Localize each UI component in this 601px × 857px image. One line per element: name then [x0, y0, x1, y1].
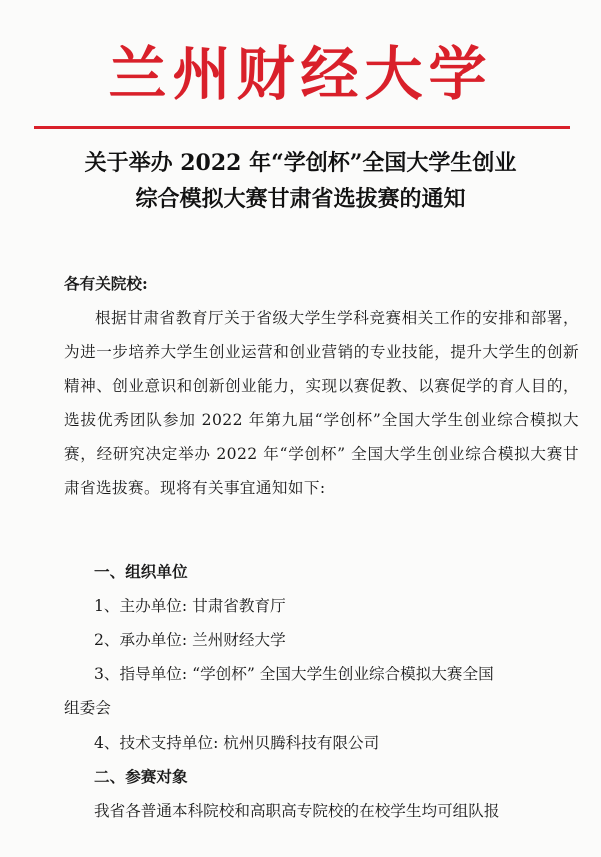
masthead-university-name: 兰州财经大学 — [108, 40, 493, 108]
section-heading-participants: 二、参赛对象 — [94, 767, 188, 786]
organizer-item-tech-support: 4、技术支持单位: 杭州贝腾科技有限公司 — [94, 734, 380, 752]
organizer-item-guide-continued: 组委会 — [64, 699, 111, 717]
organizer-item-guide: 3、指导单位: “学创杯” 全国大学生创业综合模拟大赛全国 — [94, 665, 494, 683]
organizer-item-host: 1、主办单位: 甘肃省教育厅 — [94, 597, 286, 615]
notice-title-line-1: 关于举办 2022 年“学创杯”全国大学生创业 — [84, 150, 517, 176]
salutation: 各有关院校: — [64, 274, 148, 293]
section-heading-organizers: 一、组织单位 — [94, 562, 188, 581]
masthead-red-rule — [34, 126, 570, 129]
notice-title-line-2: 综合模拟大赛甘肃省选拔赛的通知 — [135, 186, 466, 212]
notice-title — [30, 145, 571, 217]
participants-text: 我省各普通本科院校和高职高专院校的在校学生均可组队报 — [94, 802, 500, 820]
intro-paragraph: 根据甘肃省教育厅关于省级大学生学科竞赛相关工作的安排和部署，为进一步培养大学生创业运营和创业营销的专业技能，提升大学生的创新精神、创业意识和创新创业能力，实现以赛促教、以赛促学的育人目的，选拔优秀团队参加 2022 年第九届“学创杯”全国大学生创业综合模拟大赛，经研究决定举办 2022 年“学创杯” 全国大学生创业综合模拟大赛甘肃省选拔赛。现将有关事宜通知如下: — [64, 309, 579, 497]
organizer-item-undertaker: 2、承办单位: 兰州财经大学 — [94, 631, 286, 649]
